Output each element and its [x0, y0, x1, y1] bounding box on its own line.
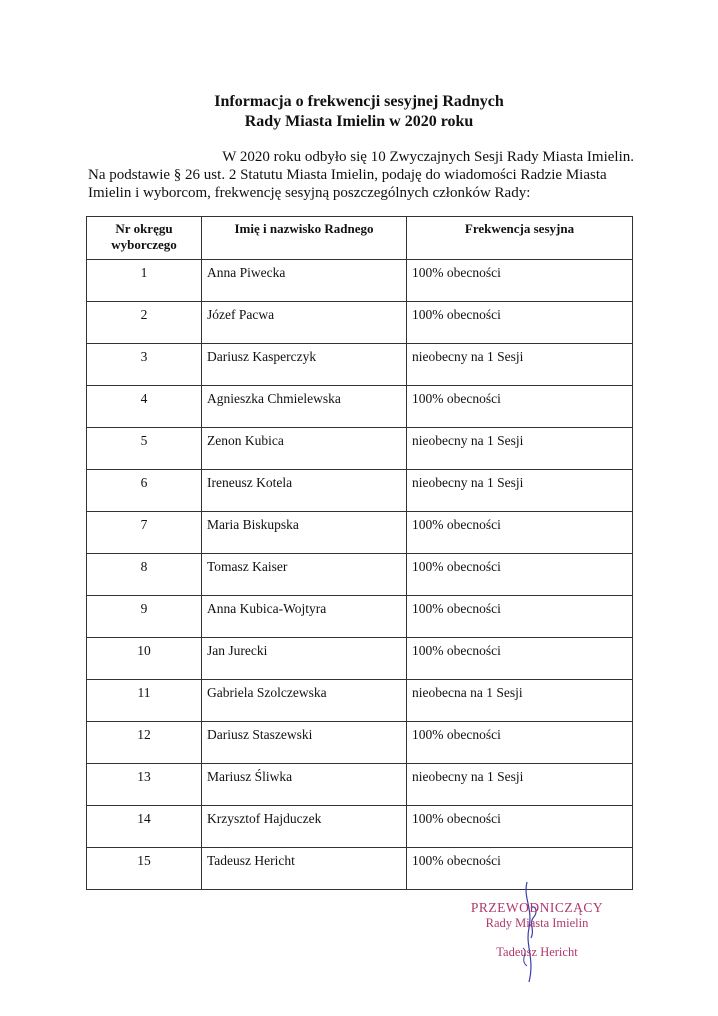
- document-title: [0, 92, 718, 132]
- cell-attendance: 100% obecności: [407, 638, 633, 680]
- cell-district: 3: [87, 344, 202, 386]
- cell-district: 6: [87, 470, 202, 512]
- cell-attendance: nieobecny na 1 Sesji: [407, 764, 633, 806]
- official-stamp: [462, 900, 612, 960]
- table-row: [87, 596, 633, 638]
- cell-name: Ireneusz Kotela: [202, 470, 407, 512]
- cell-attendance: 100% obecności: [407, 512, 633, 554]
- cell-district: 12: [87, 722, 202, 764]
- cell-attendance: 100% obecności: [407, 302, 633, 344]
- cell-name: Tomasz Kaiser: [202, 554, 407, 596]
- cell-attendance: 100% obecności: [407, 806, 633, 848]
- cell-district: 14: [87, 806, 202, 848]
- stamp-name: Tadeusz Hericht: [496, 945, 578, 959]
- cell-district: 13: [87, 764, 202, 806]
- table-row: [87, 554, 633, 596]
- table-row: [87, 260, 633, 302]
- cell-name: Gabriela Szolczewska: [202, 680, 407, 722]
- cell-name: Zenon Kubica: [202, 428, 407, 470]
- cell-district: 1: [87, 260, 202, 302]
- cell-name: Krzysztof Hajduczek: [202, 806, 407, 848]
- cell-name: Agnieszka Chmielewska: [202, 386, 407, 428]
- cell-name: Tadeusz Hericht: [202, 848, 407, 890]
- cell-name: Józef Pacwa: [202, 302, 407, 344]
- table-row: [87, 722, 633, 764]
- cell-district: 9: [87, 596, 202, 638]
- intro-paragraph: [88, 148, 634, 202]
- attendance-table: [86, 216, 633, 890]
- cell-district: 15: [87, 848, 202, 890]
- table-row: [87, 806, 633, 848]
- cell-attendance: 100% obecności: [407, 554, 633, 596]
- cell-name: Maria Biskupska: [202, 512, 407, 554]
- cell-district: 7: [87, 512, 202, 554]
- header-district: Nr okręgu wyborczego: [87, 217, 202, 260]
- cell-district: 5: [87, 428, 202, 470]
- cell-attendance: 100% obecności: [407, 722, 633, 764]
- cell-name: Dariusz Staszewski: [202, 722, 407, 764]
- cell-district: 4: [87, 386, 202, 428]
- table-row: [87, 680, 633, 722]
- table-row: [87, 512, 633, 554]
- cell-attendance: nieobecny na 1 Sesji: [407, 428, 633, 470]
- table-row: [87, 638, 633, 680]
- stamp-council: Rady Miasta Imielin: [485, 916, 589, 930]
- cell-attendance: 100% obecności: [407, 848, 633, 890]
- title-line-1: Informacja o frekwencji sesyjnej Radnych: [214, 93, 504, 110]
- cell-name: Anna Piwecka: [202, 260, 407, 302]
- table-row: [87, 764, 633, 806]
- cell-district: 11: [87, 680, 202, 722]
- cell-attendance: nieobecna na 1 Sesji: [407, 680, 633, 722]
- cell-attendance: 100% obecności: [407, 386, 633, 428]
- cell-name: Jan Jurecki: [202, 638, 407, 680]
- table-row: [87, 344, 633, 386]
- table-row: [87, 386, 633, 428]
- title-line-2: Rady Miasta Imielin w 2020 roku: [244, 113, 474, 130]
- cell-attendance: 100% obecności: [407, 596, 633, 638]
- intro-line-2: Na podstawie § 26 ust. 2 Statutu Miasta Imielin, podaję do wiadomości Radzie Miasta Imielin i wyborcom, frekwencję sesyjną poszczególnych członków Rady:: [88, 167, 607, 201]
- cell-district: 10: [87, 638, 202, 680]
- intro-line-1: W 2020 roku odbyło się 10 Zwyczajnych Sesji Rady Miasta Imielin.: [222, 149, 634, 165]
- header-name: Imię i nazwisko Radnego: [202, 217, 407, 260]
- table-row: [87, 302, 633, 344]
- cell-district: 2: [87, 302, 202, 344]
- table-row: [87, 428, 633, 470]
- cell-district: 8: [87, 554, 202, 596]
- header-attendance: Frekwencja sesyjna: [407, 217, 633, 260]
- cell-attendance: nieobecny na 1 Sesji: [407, 344, 633, 386]
- cell-attendance: nieobecny na 1 Sesji: [407, 470, 633, 512]
- cell-name: Mariusz Śliwka: [202, 764, 407, 806]
- cell-attendance: 100% obecności: [407, 260, 633, 302]
- cell-name: Dariusz Kasperczyk: [202, 344, 407, 386]
- cell-name: Anna Kubica-Wojtyra: [202, 596, 407, 638]
- table-body: [87, 260, 633, 890]
- stamp-title: PRZEWODNICZĄCY: [470, 900, 604, 915]
- table-header-row: [87, 217, 633, 260]
- table-row: [87, 470, 633, 512]
